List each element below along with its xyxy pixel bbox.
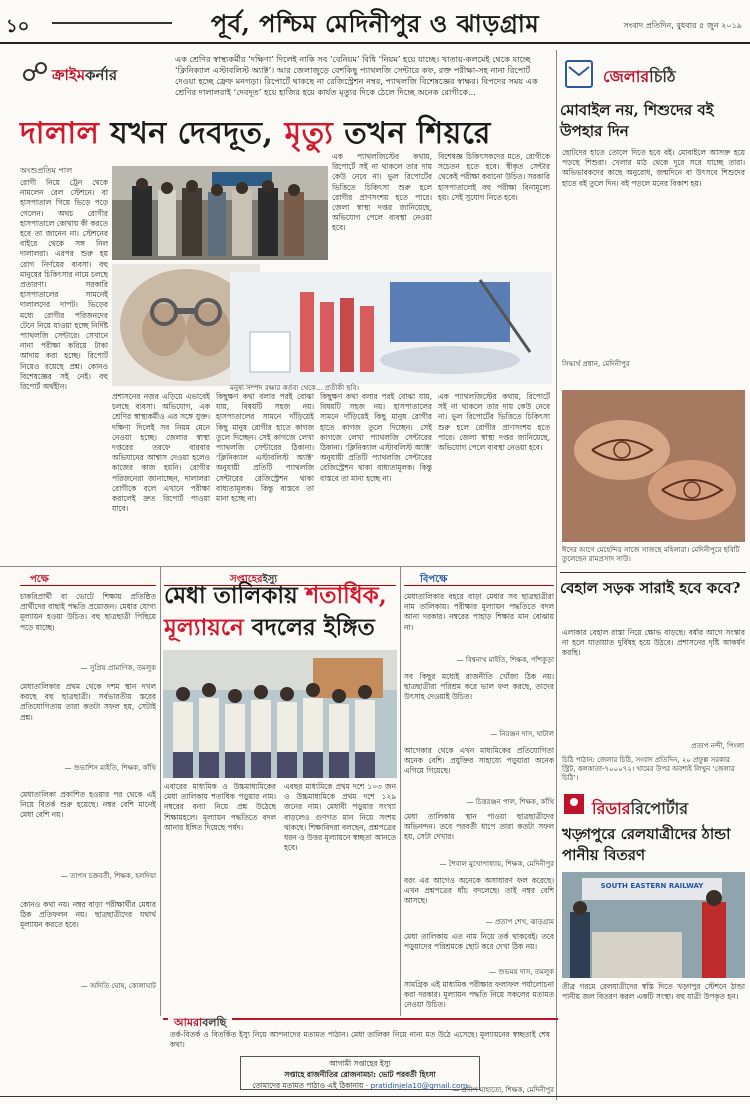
week-issue-label: সপ্তাহেরইস্যু	[230, 574, 278, 585]
main-story-col-1: রোগী নিয়ে ট্রেন থেকে নামলেন রেল স্টেশনে। বা হাসপাতাল গিয়ে ভিড়ে পড়ে গেলেন। অথচ রোগীর হাসপাতালে কোথায় কী করতে হবে তা জানেন না। স্টেশনের বাইরে থেকে সঙ্গ নিল দালালরা। এরপর শুরু হয় রোগ নির্ণয়ের ব্যবসা। বহু মানুষের চিকিৎসার নামে চলছে প্রতারণা। সরকারি হাসপাতালের সামনেই দালালদের দাপট। ভিড়ের মধ্যে রোগীর পরিজনদের টেনে নিয়ে যাওয়া হচ্ছে নির্দিষ্ট প্যাথলজি সেন্টারে। সেখানে নানা পরীক্ষা করিয়ে টাকা আদায় করা হচ্ছে। রিপোর্ট নিয়েও রয়েছে প্রশ্ন। কোনও বিশেষজ্ঞের সই নেই। বহু রিপোর্ট অর্থহীন।	[20, 178, 108, 392]
against-sig-5: — প্রতাপ শেখ, ঝাড়গ্রাম	[485, 918, 554, 926]
email-prompt: তোমাদের মতামত পাঠাও এই ঠিকানায়	[252, 1081, 364, 1090]
week-issue-intro: এবারের মাধ্যমিক ও উচ্চমাধ্যমিকের মেধা তালিকায় শতাধিক পড়ুয়ার নাম। নম্বরের বন্যা নিয়ে প্রশ্ন উঠেছে শিক্ষামহলে। মূল্যায়ন পদ্ধতিতে বদল আনার ইঙ্গিত দিয়েছে পর্ষদ।	[164, 782, 276, 832]
against-letter-1: মেধাতালিকার বহরে বাড়া মেধার সব ছাত্রছাত্রীরা নাম তালিকায়। পরীক্ষার মূল্যায়ন পদ্ধতিতে বদল আনা দরকার। নম্বরের পাহাড় শিক্ষার মান বোঝায় না।	[404, 592, 554, 632]
for-letter-4: কোনও কথা নয়। নম্বর বাড়া পরীক্ষার্থীর মেধার ঠিক প্রতিফলন নয়। ছাত্রছাত্রীদের যথার্থ মূল্যায়ন করতে হবে।	[20, 900, 156, 930]
against-sig-1: — বিশ্বনাথ মাইতি, শিক্ষক, পাঁশকুড়া	[456, 656, 554, 664]
week-issue-headline: মেধা তালিকায় শতাধিক, মূল্যায়নে বদলের ইঙ্গিত	[164, 582, 387, 641]
main-byline: অংশুপ্রতিম পাল	[20, 166, 73, 175]
against-sig-4: — শৈবাল মুখোপাধ্যায়, শিক্ষক, মেদিনীপুর	[439, 860, 554, 868]
against-sig-6: — শুভময় দাস, তমলুক	[489, 968, 554, 976]
crime-corner-header	[22, 60, 162, 90]
masthead	[0, 0, 750, 44]
water-banner-text: SOUTH EASTERN RAILWAY	[600, 882, 704, 890]
aamra-balchhi-label: আমরাবলছি	[168, 1014, 232, 1033]
week-issue-body: এবছর মাধ্যমিকে প্রথম দশে ১০৩ জন ও উচ্চমাধ্যমিকে প্রথম দশে ১২৯ জনের নাম। মেধাবী পড়ুয়ার সংখ্যা বাড়লেও গুণগত মান নিয়ে সংশয় থাকছে। শিক্ষাবিদরা বলছেন, প্রশ্নপত্রের ধরন ও উত্তর মূল্যায়নে স্বচ্ছতা আনতে হবে।	[284, 782, 396, 853]
lab-photo-caption: মনুষ্য সম্পদ রক্ষার কর্তব্য থেকে... প্রতীকী ছবি।	[230, 384, 359, 392]
main-story-col-3: কিছুক্ষণ কথা বলার পরই বোঝা যায়, বিষয়টি সহজ নয়। হাসপাতালের সামনে দাঁড়িয়েই কিছু মানুষ রোগীর হাতে কাগজ তুলে দিচ্ছেন। সেই কাগজে লেখা প্যাথলজি সেন্টারের ঠিকানা। ‘ক্লিনিক্যাল এস্টাবলিস্ট অ্যাক্ট’ অনুযায়ী প্রতিটি প্যাথলজি সেন্টারের রেজিস্ট্রেশন থাকা বাধ্যতামূলক। কিন্তু বাস্তবে তা মানা হচ্ছে না।	[216, 392, 314, 504]
district-letter-header: জেলারচিঠি	[565, 60, 745, 94]
lower-rule-2	[400, 566, 401, 1016]
against-letter-3: আগেকার থেকে এখন মাধ্যমিকের প্রতিযোগিতা অনেক বেশি। প্রযুক্তির সাহায্যে পড়ুয়ারা অনেক এগিয়ে গিয়েছে।	[404, 746, 554, 776]
against-letter-5: বরং এর আগেও অনেকে অসাধারণ ফল করেছে। এখন প্রশ্নপত্রের ধাঁচ বদলেছে। তাই নম্বর বেশি আসছে।	[404, 876, 554, 906]
aamra-text: তর্ক-বিতর্ক ও বিতর্কিত ইস্যু নিয়ে আপনাদের মতামত পাঠান। মেধা তালিকা নিয়ে নানা মত উঠে এসেছে। মূল্যায়নের স্বচ্ছতাই শেষ কথা।	[170, 1030, 550, 1050]
reader-body: তীব্র গরমে রেলযাত্রীদের স্বস্তি দিতে খড়্গপুর স্টেশনে ঠান্ডা পানীয় জল বিতরণ করল একটি সংস্থা। বহু যাত্রী উপকৃত হন।	[562, 982, 745, 1002]
bottom-rule	[0, 1096, 750, 1097]
for-sig-4: — অদিতি ঘোষ, কোলাঘাট	[80, 982, 156, 990]
crime-intro: এক শ্রেণির স্বাস্থ্যকর্মীর ‘দক্ষিণা’ দিলেই নাকি সব ‘বেনিয়ম’ বিধি ‘নিয়ম’ হয়ে যাচ্ছে। খাতায়-কলমেই থেকে যাচ্ছে ‘ক্লিনিক্যাল এস্টাবলিস্ট অ্যাক্ট’। আর জেলাজুড়ে বেশকিছু প্যাথলজি সেন্টারে কফ, রক্ত পরীক্ষা-সহ নানা রিপোর্ট দেওয়া হচ্ছে ফ্রেফ মনগড়া। রিপোর্টে থাকছে না রেজিস্ট্রেশন নম্বর, প্যাথলজি বিশেষজ্ঞের স্বাক্ষর। বিপদের সময় এক শ্রেণির দালালরাই ‘দেবদূত’ হয়ে হাজির হয়ে কার্যত মৃত্যুর দিকে ঠেলে দিচ্ছে অনেক রোগীকে...	[175, 54, 538, 97]
top-section-rule	[0, 566, 556, 567]
main-story-col-6: কিছুক্ষণ কথা বলার পরই বোঝা যায়, বিষয়টি সহজ নয়। হাসপাতালের সামনে দাঁড়িয়েই কিছু মানুষ রোগীর হাতে কাগজ তুলে দিচ্ছেন। সেই কাগজে লেখা প্যাথলজি সেন্টারের ঠিকানা। ‘ক্লিনিক্যাল এস্টাবলিস্ট অ্যাক্ট’ অনুযায়ী প্রতিটি প্যাথলজি সেন্টারের রেজিস্ট্রেশন থাকা বাধ্যতামূলক। কিন্তু বাস্তবে তা মানা হচ্ছে না।	[320, 392, 432, 483]
for-sig-2: — শুভাশিস মাইতি, শিক্ষক, কাঁথি	[64, 764, 156, 772]
road-headline: বেহাল সড়ক সারাই হবে কবে?	[560, 579, 741, 597]
right-column-rule	[556, 50, 557, 1100]
against-letter-6: মেধা তালিকায় এত নাম নিয়ে তর্ক থাকবেই। তবে পড়ুয়াদের পরিশ্রমকে ছোট করে দেখা ঠিক নয়।	[404, 932, 554, 952]
main-story-col-4: এক প্যাথলজিস্টের কথায়, রিপোর্টে সই না থাকলে তার দায় কেউ নেবে না। ভুল রিপোর্টের ভিত্তিতে চিকিৎসা শুরু হলে রোগীর প্রাণসংশয় হতে পারে। জেলা স্বাস্থ্য দপ্তর জানিয়েছে, অভিযোগ পেলে ব্যবস্থা নেওয়া হবে।	[332, 152, 432, 233]
reader-reporter-header: রিডাররিপোর্টার	[562, 792, 745, 820]
reader-icon	[562, 792, 586, 816]
next-week-topic: সপ্তাহে রাজনীতির রোজনামচা: ভোট পরবর্তী হিংসা	[284, 1070, 436, 1079]
for-letter-1: চাকরিপ্রার্থী বা ভোটে শিক্ষায় প্রতিষ্ঠিত প্রার্থীদের বাছাই পদ্ধতি প্রয়োজন। মেধার যোগ্য মূল্যায়ন হওয়া উচিত। বহু ছাত্রছাত্রী পিছিয়ে পড়ে যাচ্ছে।	[20, 592, 156, 632]
page-title: পূর্ব, পশ্চিম মেদিনীপুর ও ঝাড়গ্রাম	[210, 9, 540, 38]
for-letter-2: মেধাতালিকার প্রথম থেকে দশম স্থান দখল করছে বহু ছাত্রছাত্রী। সর্বভারতীয় স্তরের প্রতিযোগিতায় তারা কতটা সফল হয়, সেটাই প্রশ্ন।	[20, 682, 156, 722]
page-dateline: সংবাদ প্রতিদিন, বুধবার ৫ জুন ২০১৯	[623, 21, 742, 30]
road-signature: প্রতাপ নন্দী, পিংলা	[691, 742, 744, 750]
envelope-icon	[565, 60, 593, 88]
against-sig-3: — চিত্তরঞ্জন পাল, শিক্ষক, কাঁথি	[466, 798, 554, 806]
against-letter-7: সামগ্রিক এই মাধ্যমিক পরীক্ষার ফলাফল পর্যালোচনা করা দরকার। মূল্যায়ন পদ্ধতি নিয়ে সকলের মতামত নেওয়া উচিত।	[404, 980, 554, 1010]
page-number: ১০	[6, 16, 30, 37]
against-letter-4: মেধা তালিকায় স্থান পাওয়া ছাত্রছাত্রীদের অভিনন্দন। তবে পরবর্তী ধাপে তারা কতটা সফল হয়, সেটা দেখার।	[404, 812, 554, 842]
for-sig-3: — তাপস চক্রবর্তী, শিক্ষক, হলদিয়া	[60, 872, 156, 880]
crime-corner-label: ক্রাইমকর্নার	[52, 66, 118, 84]
for-letter-3: মেধাতালিকা প্রকাশিত হওয়ার পর থেকে এই নিয়ে বিতর্ক শুরু হয়েছে। নম্বর বেশি মানেই মেধা বেশি নয়।	[20, 790, 156, 820]
against-sig-7: — প্রদীপ মাহাতো, শিক্ষক, মেদিনীপুর	[452, 1086, 554, 1094]
address-note: চিঠি পাঠান: জেলার চিঠি, সংবাদ প্রতিদিন, ২০ প্রফুল্ল সরকার স্ট্রিট, কলকাতা-৭০০০৭২। খামের উপর অবশ্যই লিখুন ‘জেলার চিঠি’।	[562, 756, 735, 782]
right-rule-1	[560, 572, 746, 573]
lower-rule-1	[160, 566, 161, 1016]
road-body: এলাকার বেহাল রাস্তা নিয়ে ক্ষোভ বাড়ছে। বর্ষার আগে সংস্কার না হলে যাতায়াত দুর্বিষহ হয়ে উঠবে। প্রশাসনের দৃষ্টি আকর্ষণ করছি।	[562, 628, 745, 658]
masthead-rule	[52, 22, 172, 24]
clinic-queue-photo	[112, 166, 328, 260]
next-week-label: আগামী সপ্তাহের ইস্যু	[329, 1059, 391, 1068]
email-address[interactable]: pratidinjela10@gmail.com	[370, 1081, 468, 1090]
against-letter-2: সব কিছুর মধ্যেই রাজনীতি খোঁজা ঠিক নয়। ছাত্রছাত্রীরা পরিশ্রম করে ভাল ফল করছে, তাদের উৎসাহ দেওয়াই উচিত।	[404, 672, 554, 702]
letter-headline: মোবাইল নয়, শিশুদের বই উপহার দিন	[560, 101, 714, 140]
main-story-col-7: এক প্যাথলজিস্টের কথায়, রিপোর্টে সই না থাকলে তার দায় কেউ নেবে না। ভুল রিপোর্টের ভিত্তিতে চিকিৎসা শুরু হলে রোগীর প্রাণসংশয় হতে পারে। জেলা স্বাস্থ্য দপ্তর জানিয়েছে, অভিযোগ পেলে ব্যবস্থা নেওয়া হবে।	[438, 392, 550, 453]
main-story-col-5: বিশেষজ্ঞ চিকিৎসকদের মতে, রোগীকে সচেতন হতে হবে। স্বীকৃত সেন্টার থেকেই পরীক্ষা করানো উচিত। সরকারি হাসপাতালেই বহু পরীক্ষা বিনামূল্যে হয়। সেই সুযোগ নিতে হবে।	[438, 152, 550, 202]
main-story-col-2: প্রশাসনের নজর এড়িয়ে এভাবেই চলছে ব্যবসা। অভিযোগ, এক শ্রেণির স্বাস্থ্যকর্মীও এর সঙ্গে যুক্ত। দক্ষিণা দিলেই সব নিয়ম মেনে নেওয়া হচ্ছে। জেলার স্বাস্থ্য দপ্তরের তরফে বারবার অভিযানের আশ্বাস দেওয়া হলেও কাজের কাজ হয়নি। রোগীর পরিজনেরা জানাচ্ছেন, দালালরা রোগীকে বলে এখানে পরীক্ষা করালেই দ্রুত রিপোর্ট পাওয়া যাবে।	[112, 392, 210, 514]
reader-headline: খড়্গপুরে রেলযাত্রীদের ঠান্ডা পানীয় বিতরণ	[562, 825, 731, 864]
students-celebration-photo	[163, 650, 397, 778]
mehndi-photo	[562, 390, 745, 542]
water-distribution-photo	[562, 872, 745, 978]
lab-test-photo	[230, 272, 552, 384]
against-section-label: বিপক্ষে	[420, 574, 448, 585]
for-sig-1: — সুপ্রিয় প্রামাণিক, তমলুক	[80, 664, 156, 672]
mehndi-caption: ঈদের আগে মেহেন্দির সাজে সাজছে মহিলারা। মেদিনীপুরে ছবিটি তুলেছেন রামপ্রসাদ সাউ।	[562, 546, 740, 563]
handcuffs-icon	[22, 60, 48, 86]
for-section-label: পক্ষে	[30, 574, 49, 585]
letter-body: ছোটদের হাতে তোলে দিতে হবে বই। মোবাইলে আসক্ত হয়ে পড়ছে শিশুরা। খেলার মাঠ থেকে দূরে সরে যাচ্ছে তারা। অভিভাবকদের কাছে অনুরোধ, জন্মদিনে বা উৎসবে শিশুদের হাতে বই তুলে দিন। বই পড়লে মনের বিকাশ হয়।	[562, 148, 745, 188]
letter-signature: সিদ্ধার্থ প্রধান, মেদিনীপুর	[562, 360, 630, 368]
next-week-box	[240, 1056, 480, 1090]
main-headline: দালাল যখন দেবদূত, মৃত্যু তখন শিয়রে	[20, 116, 491, 151]
email-line: তোমাদের মতামত পাঠাও এই ঠিকানায় · pratidinjela10@gmail.com	[252, 1081, 468, 1090]
against-sig-2: — নিরঞ্জন দাস, ঘাটাল	[490, 730, 554, 738]
